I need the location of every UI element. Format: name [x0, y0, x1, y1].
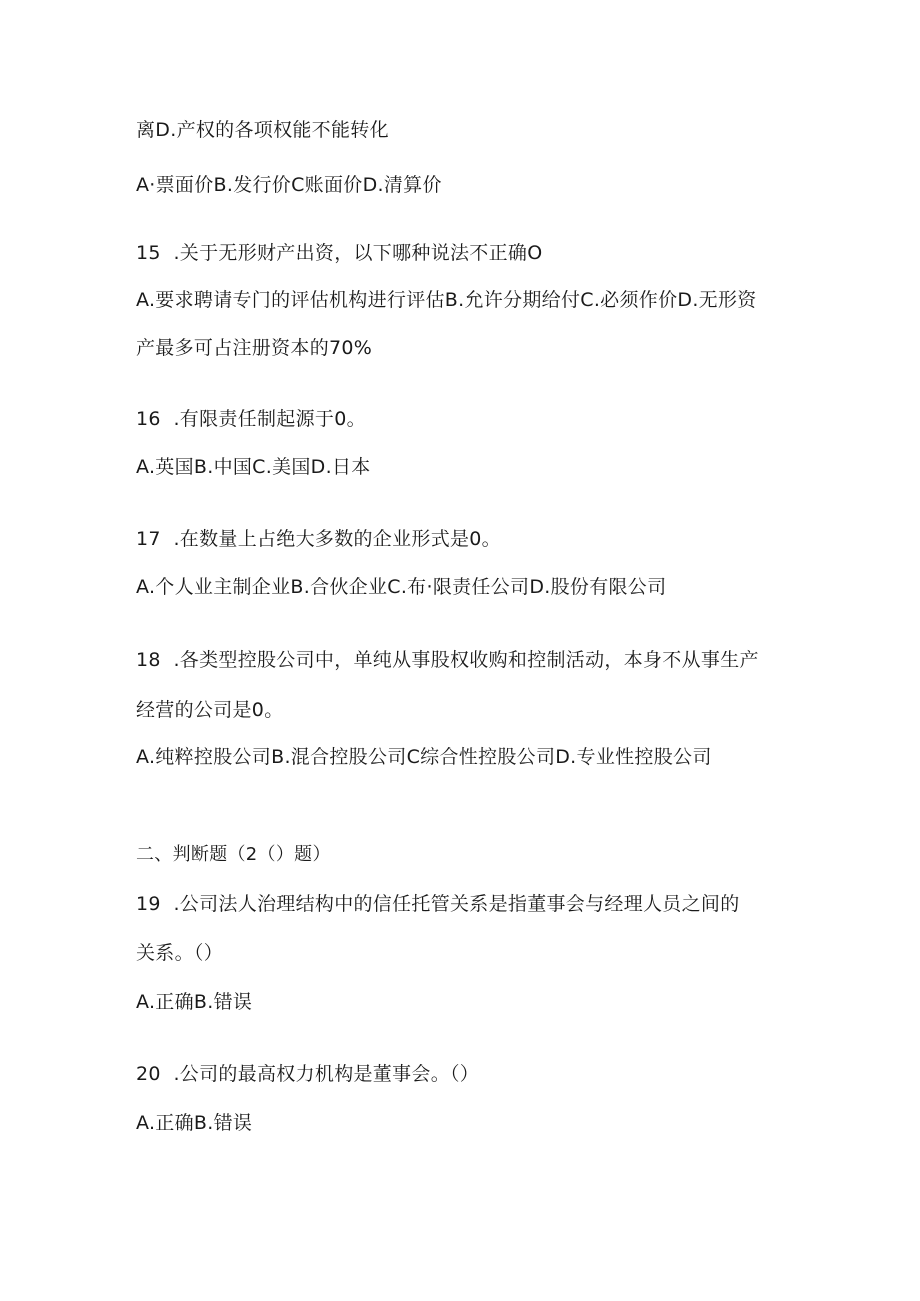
question-18-stem-cont: 经营的公司是0。: [136, 699, 284, 721]
question-20-options: A.正确B.错误: [136, 1112, 253, 1134]
question-19-stem: 19 .公司法人治理结构中的信任托管关系是指董事会与经理人员之间的: [136, 893, 740, 915]
question-17-stem: 17 .在数量上占绝大多数的企业形式是0。: [136, 528, 501, 550]
question-15-options-cont: 产最多可占注册资本的70%: [136, 337, 373, 359]
question-15-options: A.要求聘请专门的评估机构进行评估B.允许分期给付C.必须作价D.无形资: [136, 289, 757, 311]
question-14-options: A·票面价B.发行价C账面价D.清算价: [136, 174, 442, 196]
question-15-stem: 15 .关于无形财产出资，以下哪种说法不正确O: [136, 242, 543, 264]
question-18-options: A.纯粹控股公司B.混合控股公司C综合性控股公司D.专业性控股公司: [136, 746, 712, 768]
question-14-text-end: 离D.产权的各项权能不能转化: [136, 119, 389, 141]
question-19-stem-cont: 关系。（）: [136, 942, 224, 964]
question-17-options: A.个人业主制企业B.合伙企业C.布·限责任公司D.股份有限公司: [136, 576, 667, 598]
question-16-stem: 16 .有限责任制起源于0。: [136, 408, 366, 430]
question-16-options: A.英国B.中国C.美国D.日本: [136, 456, 371, 478]
question-19-options: A.正确B.错误: [136, 991, 253, 1013]
question-20-stem: 20 .公司的最高权力机构是董事会。（）: [136, 1063, 480, 1085]
question-18-stem: 18 .各类型控股公司中，单纯从事股权收购和控制活动，本身不从事生产: [136, 649, 759, 671]
section-heading: 二、判断题（2（）题）: [136, 844, 331, 865]
